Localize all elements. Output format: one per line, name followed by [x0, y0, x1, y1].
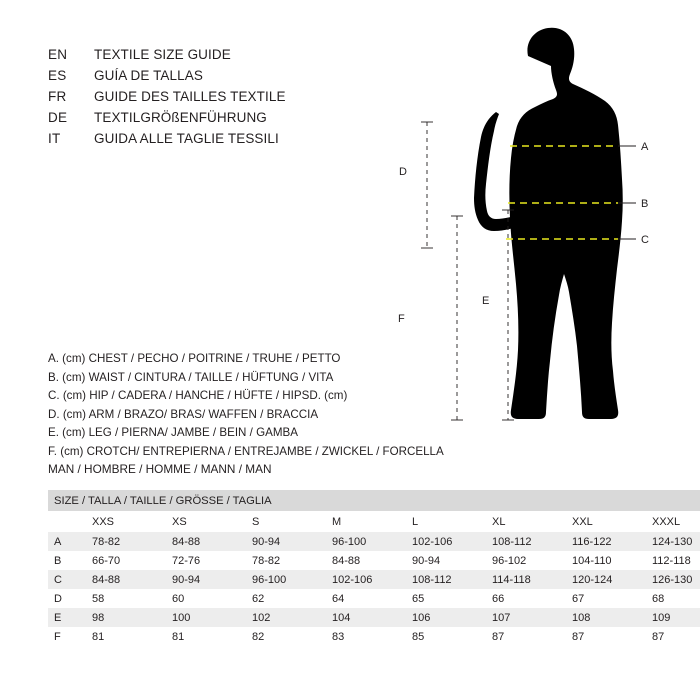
column-header: XS — [166, 511, 246, 532]
cell: 84-88 — [166, 532, 246, 551]
legend-item: B. (cm) WAIST / CINTURA / TAILLE / HÜFTUNG / VITA — [48, 370, 334, 384]
language-title-list — [48, 44, 428, 149]
cell: 102-106 — [406, 532, 486, 551]
language-code: DE — [48, 110, 68, 125]
cell: 124-130 — [646, 532, 700, 551]
size-table — [48, 490, 700, 646]
language-code: ES — [48, 68, 67, 83]
marker-labels — [641, 141, 649, 246]
marker-b-label: B — [641, 198, 649, 210]
table-title: SIZE / TALLA / TAILLE / GRÖSSE / TAGLIA — [48, 490, 700, 511]
row-label: C — [48, 570, 86, 589]
legend-list — [48, 350, 468, 461]
column-header: L — [406, 511, 486, 532]
cell: 108-112 — [406, 570, 486, 589]
column-header: M — [326, 511, 406, 532]
marker-a-label: A — [641, 141, 649, 153]
column-header: XL — [486, 511, 566, 532]
table-row — [48, 570, 700, 589]
language-code: IT — [48, 131, 61, 146]
table-header-row — [48, 511, 700, 532]
cell: 102-106 — [326, 570, 406, 589]
language-row — [48, 128, 428, 149]
cell: 106 — [406, 608, 486, 627]
language-title: TEXTILGRÖßENFÜHRUNG — [94, 110, 267, 125]
cell: 107 — [486, 608, 566, 627]
legend-item: A. (cm) CHEST / PECHO / POITRINE / TRUHE / PETTO — [48, 352, 341, 365]
legend-item: E. (cm) LEG / PIERNA/ JAMBE / BEIN / GAMBA — [48, 426, 298, 439]
cell: 104 — [326, 608, 406, 627]
cell: 78-82 — [246, 551, 326, 570]
cell: 66 — [486, 589, 566, 608]
language-code: FR — [48, 89, 67, 104]
marker-c-label: C — [641, 234, 649, 246]
row-label: F — [48, 627, 86, 646]
cell: 82 — [246, 627, 326, 646]
cell: 109 — [646, 608, 700, 627]
cell: 85 — [406, 627, 486, 646]
cell: 62 — [246, 589, 326, 608]
cell: 84-88 — [86, 570, 166, 589]
cell: 120-124 — [566, 570, 646, 589]
column-header: XXXL — [646, 511, 700, 532]
language-title: GUIDA ALLE TAGLIE TESSILI — [94, 131, 279, 146]
legend-item: D. (cm) ARM / BRAZO/ BRAS/ WAFFEN / BRACCIA — [48, 407, 319, 421]
table-row — [48, 551, 700, 570]
cell: 66-70 — [86, 551, 166, 570]
cell: 65 — [406, 589, 486, 608]
language-title: GUÍA DE TALLAS — [94, 68, 203, 83]
row-label: A — [48, 532, 86, 551]
legend-item: C. (cm) HIP / CADERA / HANCHE / HÜFTE / HIPSD. (cm) — [48, 389, 348, 402]
marker-d-label: D — [399, 166, 407, 178]
cell: 108-112 — [486, 532, 566, 551]
table-row — [48, 627, 700, 646]
marker-f-label: F — [398, 313, 405, 325]
cell: 90-94 — [166, 570, 246, 589]
column-header: XXS — [86, 511, 166, 532]
language-title: TEXTILE SIZE GUIDE — [94, 47, 231, 62]
gender-label: MAN / HOMBRE / HOMME / MANN / MAN — [48, 462, 272, 476]
cell: 81 — [166, 627, 246, 646]
cell: 96-100 — [246, 570, 326, 589]
column-header: S — [246, 511, 326, 532]
language-title: GUIDE DES TAILLES TEXTILE — [94, 89, 286, 104]
cell: 90-94 — [246, 532, 326, 551]
cell: 96-100 — [326, 532, 406, 551]
cell: 68 — [646, 589, 700, 608]
row-label: B — [48, 551, 86, 570]
cell: 108 — [566, 608, 646, 627]
cell: 116-122 — [566, 532, 646, 551]
man-silhouette-icon — [474, 28, 623, 419]
legend-item: F. (cm) CROTCH/ ENTREPIERNA / ENTREJAMBE / ZWICKEL / FORCELLA — [48, 444, 444, 458]
cell: 83 — [326, 627, 406, 646]
cell: 87 — [486, 627, 566, 646]
cell: 81 — [86, 627, 166, 646]
table-row — [48, 589, 700, 608]
cell: 67 — [566, 589, 646, 608]
size-table-wrapper — [48, 490, 693, 646]
cell: 84-88 — [326, 551, 406, 570]
column-header: XXL — [566, 511, 646, 532]
marker-e-label: E — [482, 295, 490, 307]
cell: 104-110 — [566, 551, 646, 570]
table-row — [48, 608, 700, 627]
cell: 96-102 — [486, 551, 566, 570]
cell: 112-118 — [646, 551, 700, 570]
cell: 87 — [566, 627, 646, 646]
language-code: EN — [48, 47, 68, 62]
row-label: D — [48, 589, 86, 608]
cell: 126-130 — [646, 570, 700, 589]
column-header — [48, 511, 86, 532]
language-row — [48, 65, 428, 86]
cell: 114-118 — [486, 570, 566, 589]
cell: 87 — [646, 627, 700, 646]
table-title-row — [48, 490, 700, 511]
cell: 72-76 — [166, 551, 246, 570]
row-label: E — [48, 608, 86, 627]
table-row — [48, 532, 700, 551]
cell: 78-82 — [86, 532, 166, 551]
cell: 90-94 — [406, 551, 486, 570]
language-row — [48, 86, 428, 107]
language-row — [48, 44, 428, 65]
cell: 102 — [246, 608, 326, 627]
cell: 98 — [86, 608, 166, 627]
cell: 60 — [166, 589, 246, 608]
language-row — [48, 107, 428, 128]
cell: 100 — [166, 608, 246, 627]
cell: 64 — [326, 589, 406, 608]
cell: 58 — [86, 589, 166, 608]
